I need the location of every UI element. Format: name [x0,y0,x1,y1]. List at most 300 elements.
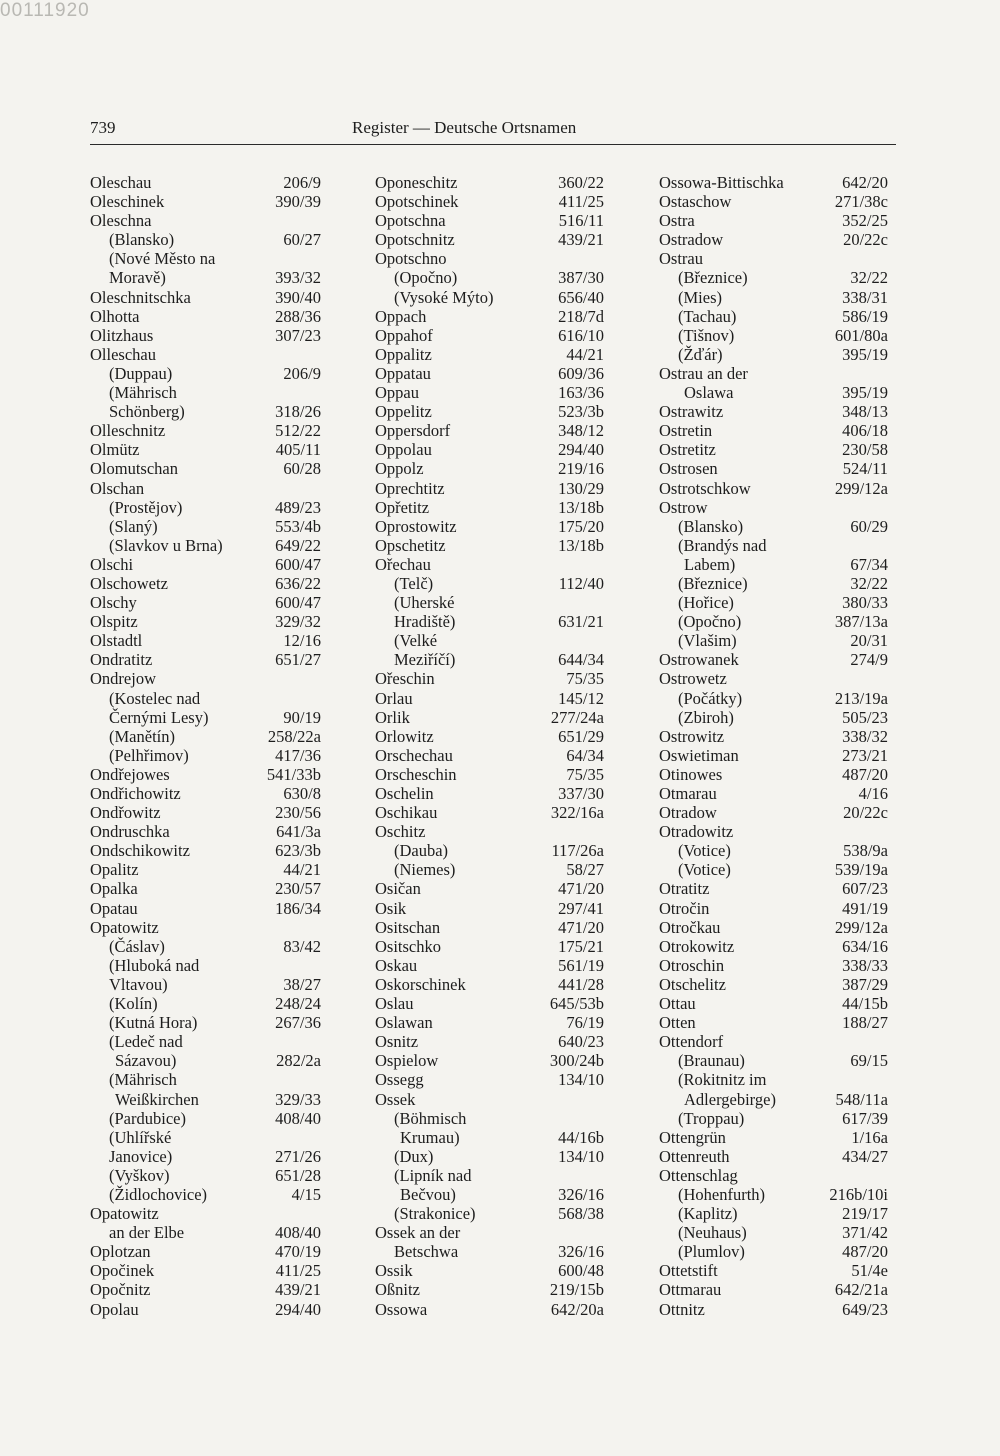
place-name: (Březnice) [678,268,748,288]
place-name: Ossik [375,1261,413,1281]
index-entry [659,994,888,1013]
map-reference: 130/29 [558,478,604,498]
place-name: Orscheschin [375,764,457,784]
place-name: (Troppau) [678,1108,745,1128]
index-entry [659,1280,888,1299]
index-entry [90,918,321,937]
place-name: Opalitz [90,860,139,880]
index-entry [90,708,321,727]
index-entry [375,364,604,383]
place-name: Olomutschan [90,459,178,479]
map-reference: 487/20 [842,1242,888,1262]
place-name: Opotschnitz [375,230,455,250]
index-entry [90,555,321,574]
place-name: Osik [375,898,407,918]
index-entry [90,1147,321,1166]
place-name: Weißkirchen [115,1089,199,1109]
place-name: Oppolz [375,459,424,479]
index-entry [375,1051,604,1070]
map-reference: 117/26a [551,841,604,861]
place-name: (Dauba) [394,841,449,861]
map-reference: 134/10 [558,1146,604,1166]
place-name: (Blansko) [678,516,744,536]
place-name: Oppau [375,383,419,403]
map-reference: 213/19a [834,688,888,708]
index-entry [375,918,604,937]
place-name: Ostretin [659,421,713,441]
index-entry [375,612,604,631]
index-entry [90,1051,321,1070]
place-name: Ositschan [375,917,441,937]
place-name: Oleschau [90,173,152,192]
index-entry [90,765,321,784]
map-reference: 600/47 [275,554,321,574]
index-entry [375,402,604,421]
place-name: Otroschin [659,955,725,975]
place-name: (Manětín) [109,726,175,746]
place-name: Olhotta [90,306,140,326]
index-entry [375,555,604,574]
index-entry [375,1128,604,1147]
index-entry [659,1013,888,1032]
index-entry [375,822,604,841]
place-name: (Votice) [678,860,731,880]
map-reference: 523/3b [558,402,604,422]
index-entry [90,937,321,956]
place-name: Oslawan [375,1013,433,1033]
place-name: (Böhmisch [394,1108,467,1128]
map-reference: 44/16b [558,1127,604,1147]
index-entry [659,345,888,364]
place-name: Opatowitz [90,1204,159,1224]
index-entry [659,555,888,574]
place-name: Ottengrün [659,1127,726,1147]
map-reference: 90/19 [283,707,321,727]
place-name: Vltavou) [109,974,168,994]
index-entry [659,249,888,268]
index-entry [90,192,321,211]
place-name: (Opočno) [678,612,742,632]
place-name: (Neuhaus) [678,1223,747,1243]
place-name: (Hluboká nad [109,955,200,975]
index-entry [375,708,604,727]
map-reference: 206/9 [283,173,321,192]
place-name: an der Elbe [109,1223,185,1243]
map-reference: 548/11a [835,1089,888,1109]
map-reference: 434/27 [842,1146,888,1166]
place-name: Oskau [375,955,418,975]
place-name: Otinowes [659,764,723,784]
place-name: Oslau [375,994,414,1014]
index-entry [90,268,321,287]
place-name: (Mies) [678,287,722,307]
index-entry [90,459,321,478]
map-reference: 12/16 [283,631,321,651]
index-entry [659,689,888,708]
index-entry [90,1166,321,1185]
map-reference: 230/57 [275,879,321,899]
map-reference: 76/19 [566,1013,604,1033]
map-reference: 636/22 [275,573,321,593]
index-entry [659,899,888,918]
place-name: Oschikau [375,803,438,823]
map-reference: 13/18b [558,535,604,555]
map-reference: 297/41 [558,898,604,918]
place-name: Ositschko [375,936,441,956]
place-name: Opřetitz [375,497,430,517]
index-entry [375,498,604,517]
place-name: (Čáslav) [109,936,165,956]
place-name: Ostra [659,211,695,231]
index-entry [375,230,604,249]
place-name: (Vysoké Mýto) [394,287,494,307]
index-entry [375,1280,604,1299]
map-reference: 491/19 [842,898,888,918]
map-reference: 471/20 [558,917,604,937]
index-entry [90,899,321,918]
header-rule [90,144,896,145]
index-entry [375,211,604,230]
place-name: (Hohenfurth) [678,1184,766,1204]
place-name: Opočinek [90,1261,155,1281]
place-name: Oslawa [684,383,734,403]
index-entry [659,975,888,994]
map-reference: 348/13 [842,402,888,422]
index-entry [375,689,604,708]
place-name: Opočnitz [90,1280,151,1300]
index-entry [90,975,321,994]
place-name: (Uherské [394,593,455,613]
map-reference: 337/30 [558,784,604,803]
place-name: Oppach [375,306,427,326]
place-name: Oschelin [375,784,434,803]
index-entry [375,650,604,669]
place-name: Janovice) [109,1146,173,1166]
index-entry [90,211,321,230]
index-entry [375,192,604,211]
index-entry [375,803,604,822]
index-entry [90,1090,321,1109]
place-name: Olstadtl [90,631,143,651]
index-entry [659,708,888,727]
place-name: (Kostelec nad [109,688,201,708]
place-name: Otten [659,1013,696,1033]
place-name: Oskorschinek [375,974,466,994]
index-entry [375,937,604,956]
place-name: Ottau [659,994,696,1014]
place-name: Oprostowitz [375,516,457,536]
place-name: Moravě) [109,268,166,288]
map-reference: 348/12 [558,421,604,441]
map-reference: 417/36 [275,745,321,765]
map-reference: 439/21 [275,1280,321,1300]
map-reference: 329/32 [275,612,321,632]
index-entry [375,345,604,364]
place-name: (Pardubice) [109,1108,186,1128]
index-entry [90,326,321,345]
map-reference: 318/26 [275,402,321,422]
index-entry [659,1242,888,1261]
index-entry [659,364,888,383]
index-entry [375,440,604,459]
index-entry [659,1051,888,1070]
index-entry [90,784,321,803]
place-name: Oprechtitz [375,478,445,498]
map-reference: 470/19 [275,1242,321,1262]
place-name: Oppahof [375,325,433,345]
index-entry [90,822,321,841]
place-name: Opschetitz [375,535,446,555]
place-name: Labem) [684,554,736,574]
map-reference: 390/40 [275,287,321,307]
map-reference: 644/34 [558,650,604,670]
index-entry [375,1109,604,1128]
index-entry [375,249,604,268]
index-entry [659,1032,888,1051]
map-reference: 524/11 [842,459,888,479]
place-name: (Kutná Hora) [109,1013,198,1033]
place-name: (Kaplitz) [678,1204,738,1224]
map-reference: 60/27 [283,230,321,250]
index-entry [659,479,888,498]
index-entry [659,383,888,402]
index-entry [90,879,321,898]
map-reference: 649/23 [842,1299,888,1319]
map-reference: 651/29 [558,726,604,746]
map-reference: 630/8 [283,784,321,803]
place-name: Meziříčí) [394,650,456,670]
place-name: Ottendorf [659,1032,724,1052]
place-name: Otmarau [659,784,717,803]
map-reference: 60/29 [850,516,888,536]
map-reference: 338/31 [842,287,888,307]
map-reference: 219/17 [842,1204,888,1224]
map-reference: 471/20 [558,879,604,899]
index-entry [90,364,321,383]
place-name: (Telč) [394,573,434,593]
index-entry [659,1070,888,1089]
index-entry [90,402,321,421]
place-name: Orlik [375,707,410,727]
place-name: Ossek an der [375,1223,461,1243]
place-name: Ossowa [375,1299,428,1319]
index-entry [375,746,604,765]
index-entry [375,975,604,994]
map-reference: 651/28 [275,1165,321,1185]
place-name: Ondruschka [90,822,170,842]
place-name: Bečvou) [400,1184,456,1204]
running-title: Register — Deutsche Ortsnamen [352,118,577,137]
index-entry [659,784,888,803]
map-reference: 631/21 [558,612,604,632]
index-entry [375,421,604,440]
place-name: (Brandýs nad [678,535,767,555]
map-reference: 338/32 [842,726,888,746]
place-name: Ostretitz [659,440,716,460]
place-name: Betschwa [394,1242,459,1262]
index-entry [375,268,604,287]
map-reference: 44/21 [283,860,321,880]
index-entry [90,860,321,879]
map-reference: 300/24b [549,1051,604,1071]
index-entry [375,727,604,746]
place-name: Ostrowetz [659,669,727,689]
place-name: Hradiště) [394,612,456,632]
index-entry [90,1185,321,1204]
index-entry [375,326,604,345]
place-name: Opotschno [375,249,447,269]
place-name: Oppatau [375,363,431,383]
map-reference: 299/12a [834,478,888,498]
place-name: Ottenreuth [659,1146,730,1166]
map-reference: 230/58 [842,440,888,460]
place-name: (Uhlířské [109,1127,172,1147]
index-entry [375,1204,604,1223]
index-entry [659,803,888,822]
index-entry [375,1070,604,1089]
place-name: Ostrotschkow [659,478,751,498]
place-name: Sázavou) [115,1051,177,1071]
place-name: (Počátky) [678,688,743,708]
index-entry [375,1032,604,1051]
map-reference: 4/15 [291,1184,321,1204]
index-entry [90,249,321,268]
place-name: Otradow [659,803,717,823]
map-reference: 1/16a [851,1127,888,1147]
place-name: (Mährisch [109,383,177,403]
map-reference: 294/40 [275,1299,321,1319]
place-name: (Duppau) [109,363,173,383]
map-reference: 640/23 [558,1032,604,1052]
map-reference: 387/30 [558,268,604,288]
place-name: (Blansko) [109,230,175,250]
index-entry [659,669,888,688]
catalog-mark: 00111920 [0,0,90,21]
place-name: (Braunau) [678,1051,745,1071]
place-name: Olschowetz [90,573,168,593]
map-reference: 390/39 [275,192,321,212]
map-reference: 487/20 [842,764,888,784]
place-name: Orlau [375,688,413,708]
index-entry [90,307,321,326]
place-name: Schönberg) [109,402,185,422]
map-reference: 67/34 [850,554,888,574]
map-reference: 20/31 [850,631,888,651]
place-name: Olschi [90,554,134,574]
index-entry [659,1223,888,1242]
index-entry [659,631,888,650]
index-entry [659,288,888,307]
index-entry [90,1070,321,1089]
map-reference: 601/80a [834,325,888,345]
place-name: (Hořice) [678,593,734,613]
map-reference: 60/28 [283,459,321,479]
place-name: Ostrow [659,497,708,517]
map-reference: 206/9 [283,363,321,383]
map-reference: 505/23 [842,707,888,727]
place-name: Opatowitz [90,917,159,937]
map-reference: 186/34 [275,898,321,918]
index-entry [90,230,321,249]
place-name: (Zbiroh) [678,707,734,727]
place-name: Otrokowitz [659,936,735,956]
place-name: Otročin [659,898,710,918]
index-entry [90,841,321,860]
index-entry [375,994,604,1013]
place-name: Ostradow [659,230,724,250]
map-reference: 411/25 [275,1261,321,1281]
place-name: Krumau) [400,1127,460,1147]
index-entry [90,746,321,765]
place-name: Olmütz [90,440,140,460]
place-name: Olleschau [90,344,156,364]
index-entry [375,1300,604,1319]
map-reference: 360/22 [558,173,604,192]
place-name: Otradowitz [659,822,734,842]
map-reference: 44/15b [842,994,888,1014]
place-name: (Niemes) [394,860,456,880]
map-reference: 273/21 [842,745,888,765]
page-number: 739 [90,118,116,137]
place-name: (Pelhřimov) [109,745,189,765]
place-name: Oppalitz [375,344,432,364]
map-reference: 338/33 [842,955,888,975]
index-entry [90,383,321,402]
index-entry [90,421,321,440]
place-name: Opolau [90,1299,139,1319]
index-entry [659,841,888,860]
place-name: (Dux) [394,1146,434,1166]
place-name: (Vlašim) [678,631,737,651]
map-reference: 64/34 [566,745,604,765]
map-reference: 326/16 [558,1242,604,1262]
index-entry [90,689,321,708]
index-entry [375,536,604,555]
index-entry [375,1166,604,1185]
map-reference: 38/27 [283,974,321,994]
index-entry [659,650,888,669]
map-reference: 512/22 [275,421,321,441]
map-reference: 489/23 [275,497,321,517]
map-reference: 271/38c [834,192,888,212]
place-name: (Žďár) [678,344,723,364]
place-name: (Plumlov) [678,1242,745,1262]
place-name: Oßnitz [375,1280,420,1300]
index-entry [90,288,321,307]
map-reference: 441/28 [558,974,604,994]
index-entry [375,631,604,650]
map-reference: 294/40 [558,440,604,460]
place-name: Osičan [375,879,421,899]
map-reference: 539/19a [834,860,888,880]
map-reference: 322/16a [550,803,604,823]
index-entry [90,1032,321,1051]
map-reference: 380/33 [842,593,888,613]
index-entry [90,1223,321,1242]
index-entry [90,650,321,669]
map-reference: 641/3a [276,822,321,842]
place-name: Ondratitz [90,650,153,670]
index-entry [375,841,604,860]
index-entry [659,421,888,440]
index-entry [90,1109,321,1128]
place-name: Ossegg [375,1070,424,1090]
index-entry [90,1242,321,1261]
place-name: Ottenschlag [659,1165,738,1185]
index-entry [659,1147,888,1166]
place-name: Orlowitz [375,726,434,746]
map-reference: 44/21 [566,344,604,364]
